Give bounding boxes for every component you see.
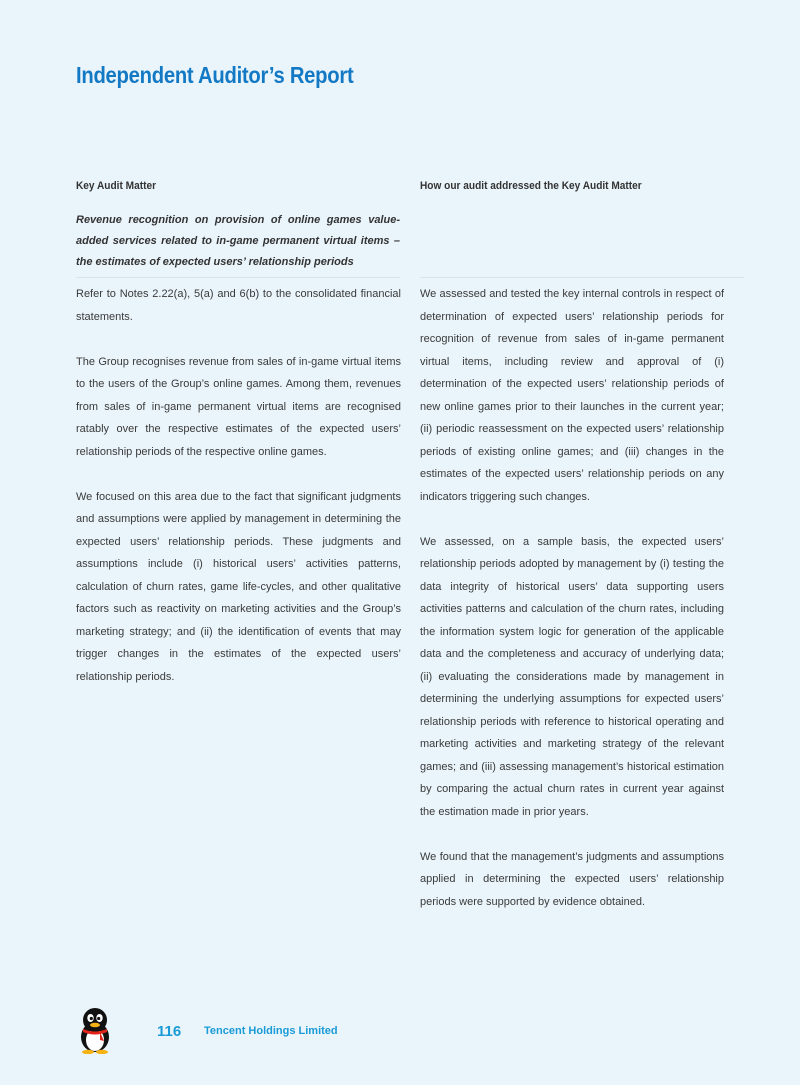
matter-title: Revenue recognition on provision of online games value-added services related to in-game permanent virtual items – the estimates of expected users’ relationship periods (76, 214, 400, 268)
page-number: 116 (157, 1023, 182, 1040)
paragraph: We assessed, on a sample basis, the expected users’ relationship periods adopted by management by (i) testing the data integrity of historical users’ data supporting users activities patterns and calculation of the churn rates, including the information system logic for generation of the applicable data and the completeness and accuracy of underlying data; (ii) evaluating the considerations made by management in determining the underlying assumptions for expected users’ relationship periods with reference to historical operating and marketing activities and marketing strategy of the relevant games; and (iii) assessing management’s historical estimation by comparing the actual churn rates in current year against the estimation made in prior years. (420, 535, 724, 818)
divider (76, 277, 400, 278)
paragraph: Refer to Notes 2.22(a), 5(a) and 6(b) to the consolidated financial statements. (76, 288, 401, 323)
paragraph: We assessed and tested the key internal controls in respect of determination of expected users’ relationship periods for recognition of revenue from sales of in-game permanent virtual items, including review and approval of (i) determination of the expected users’ relationship periods of new online games prior to their launches in the current year; (ii) periodic reassessment on the expected users’ relationship periods of existing online games; and (iii) changes in the estimates of the expected users’ relationship periods on any indicators triggering such changes. (420, 288, 724, 503)
key-audit-matter-heading: Key Audit Matter (76, 180, 157, 192)
audit-response-column (420, 283, 724, 936)
paragraph: We focused on this area due to the fact that significant judgments and assumptions were applied by management in determining the expected users’ relationship periods. These judgments and assumptions include (i) historical users’ activities patterns, calculation of churn rates, game life-cycles, and other qualitative factors such as reactivity on marketing activities and the Group’s marketing strategy; and (ii) the identification of events that may trigger changes in the estimates of the expected users’ relationship periods. (76, 490, 401, 683)
key-audit-matter-column (76, 283, 401, 711)
paragraph: We found that the management’s judgments and assumptions applied in determining the expected users’ relationship periods were supported by evidence obtained. (420, 850, 724, 908)
paragraph: The Group recognises revenue from sales of in-game virtual items to the users of the Group’s online games. Among them, revenues from sales of in-game permanent virtual items are recognised ratably over the respective estimates of the expected users’ relationship periods of the respective online games. (76, 355, 401, 458)
divider (420, 277, 744, 278)
page-title: Independent Auditor’s Report (76, 62, 354, 88)
company-name: Tencent Holdings Limited (204, 1025, 338, 1037)
penguin-icon (76, 1006, 114, 1054)
audit-response-heading: How our audit addressed the Key Audit Matter (420, 180, 642, 192)
